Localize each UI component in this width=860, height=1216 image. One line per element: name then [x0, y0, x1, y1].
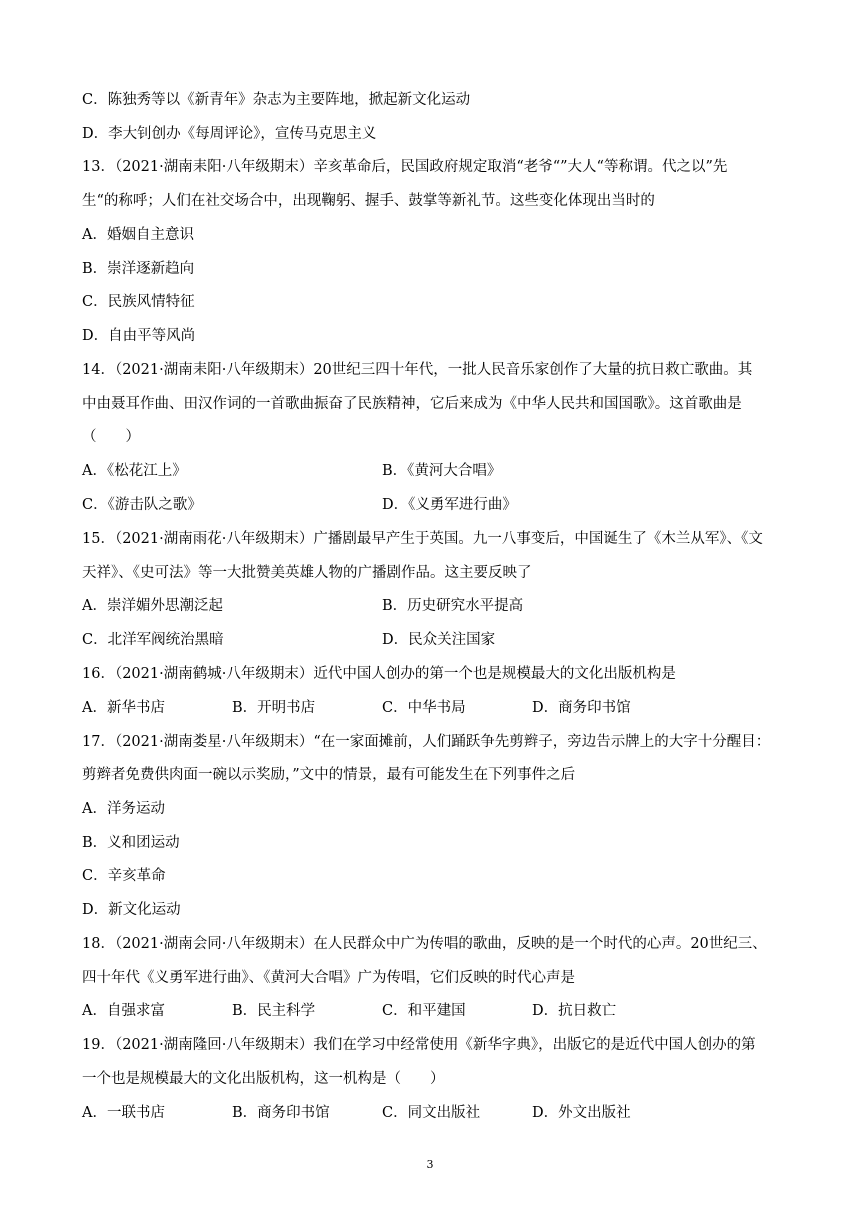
q15-option-b: B．历史研究水平提高	[382, 598, 524, 614]
q14-option-b: B．《黄河大合唱》	[382, 463, 502, 479]
q18-option-b: B．民主科学	[232, 1003, 316, 1019]
q14-stem-line1: 14．（2021·湖南耒阳·八年级期末）20世纪三四十年代，一批人民音乐家创作了大量的抗日救亡歌曲。其	[82, 362, 753, 378]
q15-stem-line2: 天祥》、《史可法》等一大批赞美英雄人物的广播剧作品。这主要反映了	[82, 565, 532, 581]
q13-option-d: D．自由平等风尚	[82, 328, 196, 344]
q18-option-a: A．自强求富	[82, 1003, 165, 1019]
q13-option-c: C．民族风情特征	[82, 294, 195, 310]
q14-stem-line2: 中由聂耳作曲、田汉作词的一首歌曲振奋了民族精神，它后来成为《中华人民共和国国歌》。这首歌曲是	[82, 396, 742, 412]
q16-option-b: B．开明书店	[232, 700, 316, 716]
q18-stem-line2: 四十年代《义勇军进行曲》、《黄河大合唱》广为传唱，它们反映的时代心声是	[82, 970, 575, 986]
q19-stem-line2: 一个也是规模最大的文化出版机构，这一机构是（ ）	[82, 1071, 445, 1087]
q13-stem-line2: 生“的称呼；人们在社交场合中，出现鞠躬、握手、鼓掌等新礼节。这些变化体现出当时的	[82, 193, 655, 209]
q13-option-a: A．婚姻自主意识	[82, 227, 194, 243]
q19-option-a: A．一联书店	[82, 1105, 165, 1121]
q18-option-c: C．和平建国	[382, 1003, 466, 1019]
q15-stem-line1: 15．（2021·湖南雨花·八年级期末）广播剧最早产生于英国。九一八事变后，中国诞生了《木兰从军》、《文	[82, 531, 763, 547]
q13-option-b: B．崇洋逐新趋向	[82, 261, 195, 277]
option-d-prev: D．李大钊创办《每周评论》，宣传马克思主义	[82, 126, 377, 142]
q17-option-a: A．洋务运动	[82, 801, 165, 817]
q14-stem-line3: （ ）	[82, 429, 140, 445]
q19-stem-line1: 19．（2021·湖南隆回·八年级期末）我们在学习中经常使用《新华字典》，出版它的是近代中国人创办的第	[82, 1037, 756, 1053]
q17-stem-line2: 剪辫者免费供肉面一碗以示奖励，”文中的情景，最有可能发生在下列事件之后	[82, 767, 576, 783]
q16-option-a: A．新华书店	[82, 700, 165, 716]
q14-option-d: D．《义勇军进行曲》	[382, 497, 517, 513]
q15-option-a: A．崇洋媚外思潮泛起	[82, 598, 223, 614]
q13-stem-line1: 13．（2021·湖南耒阳·八年级期末）辛亥革命后，民国政府规定取消“老爷“”大人“等称谓。代之以”先	[82, 159, 728, 175]
q15-option-c: C．北洋军阀统治黑暗	[82, 632, 224, 648]
q17-stem-line1: 17．（2021·湖南娄星·八年级期末）“在一家面摊前，人们踊跃争先剪辫子，旁边告示牌上的大字十分醒目：	[82, 734, 771, 750]
q14-option-a: A．《松花江上》	[82, 463, 187, 479]
q16-option-c: C．中华书局	[382, 700, 466, 716]
q16-stem-line1: 16．（2021·湖南鹤城·八年级期末）近代中国人创办的第一个也是规模最大的文化出版机构是	[82, 666, 676, 682]
q18-option-d: D．抗日救亡	[532, 1003, 617, 1019]
option-c-prev: C．陈独秀等以《新青年》杂志为主要阵地，掀起新文化运动	[82, 92, 471, 108]
q16-option-d: D．商务印书馆	[532, 700, 631, 716]
q17-option-b: B．义和团运动	[82, 835, 180, 851]
q15-option-d: D．民众关注国家	[382, 632, 496, 648]
q14-option-c: C．《游击队之歌》	[82, 497, 202, 513]
q19-option-c: C．同文出版社	[382, 1105, 481, 1121]
q17-option-c: C．辛亥革命	[82, 868, 166, 884]
q19-option-d: D．外文出版社	[532, 1105, 631, 1121]
q19-option-b: B．商务印书馆	[232, 1105, 330, 1121]
q17-option-d: D．新文化运动	[82, 902, 181, 918]
q18-stem-line1: 18．（2021·湖南会同·八年级期末）在人民群众中广为传唱的歌曲，反映的是一个时代的心声。20世纪三、	[82, 936, 767, 952]
page-number: 3	[426, 1158, 434, 1171]
